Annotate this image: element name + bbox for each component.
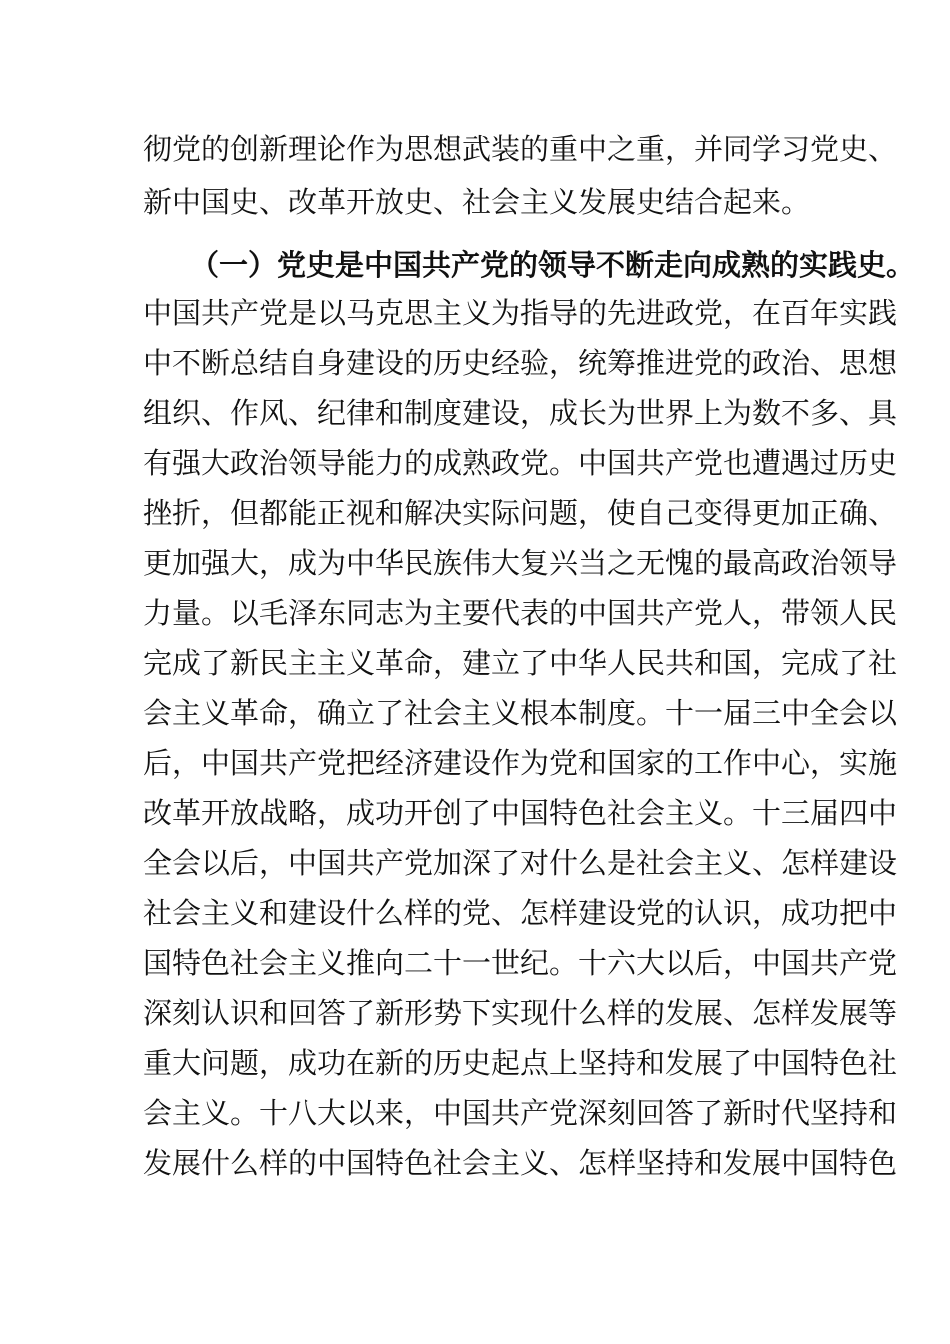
body-line-18: 发展什么样的中国特色社会主义、怎样坚持和发展中国特色 — [143, 1146, 898, 1180]
body-line-3: 组织、作风、纪律和制度建设，成长为世界上为数不多、具 — [143, 396, 898, 430]
body-line-10: 后，中国共产党把经济建设作为党和国家的工作中心，实施 — [143, 746, 898, 780]
body-line-7: 力量。以毛泽东同志为主要代表的中国共产党人，带领人民 — [143, 596, 898, 630]
body-line-12: 全会以后，中国共产党加深了对什么是社会主义、怎样建设 — [143, 846, 898, 880]
body-line-5: 挫折，但都能正视和解决实际问题，使自己变得更加正确、 — [143, 496, 898, 530]
body-line-9: 会主义革命，确立了社会主义根本制度。十一届三中全会以 — [143, 696, 898, 730]
body-line-1: 中国共产党是以马克思主义为指导的先进政党，在百年实践 — [143, 296, 898, 330]
body-line-2: 中不断总结自身建设的历史经验，统筹推进党的政治、思想 — [143, 346, 898, 380]
body-line-16: 重大问题，成功在新的历史起点上坚持和发展了中国特色社 — [143, 1046, 898, 1080]
body-line-17: 会主义。十八大以来，中国共产党深刻回答了新时代坚持和 — [143, 1096, 898, 1130]
intro-line-1: 彻党的创新理论作为思想武装的重中之重，并同学习党史、 — [143, 132, 898, 166]
intro-line-2: 新中国史、改革开放史、社会主义发展史结合起来。 — [143, 185, 811, 219]
body-line-8: 完成了新民主主义革命，建立了中华人民共和国，完成了社 — [143, 646, 898, 680]
body-line-13: 社会主义和建设什么样的党、怎样建设党的认识，成功把中 — [143, 896, 898, 930]
section-heading: （一）党史是中国共产党的领导不断走向成熟的实践史。 — [190, 248, 916, 282]
body-line-4: 有强大政治领导能力的成熟政党。中国共产党也遭遇过历史 — [143, 446, 898, 480]
body-line-14: 国特色社会主义推向二十一世纪。十六大以后，中国共产党 — [143, 946, 898, 980]
body-line-6: 更加强大，成为中华民族伟大复兴当之无愧的最高政治领导 — [143, 546, 898, 580]
body-line-15: 深刻认识和回答了新形势下实现什么样的发展、怎样发展等 — [143, 996, 898, 1030]
body-line-11: 改革开放战略，成功开创了中国特色社会主义。十三届四中 — [143, 796, 898, 830]
